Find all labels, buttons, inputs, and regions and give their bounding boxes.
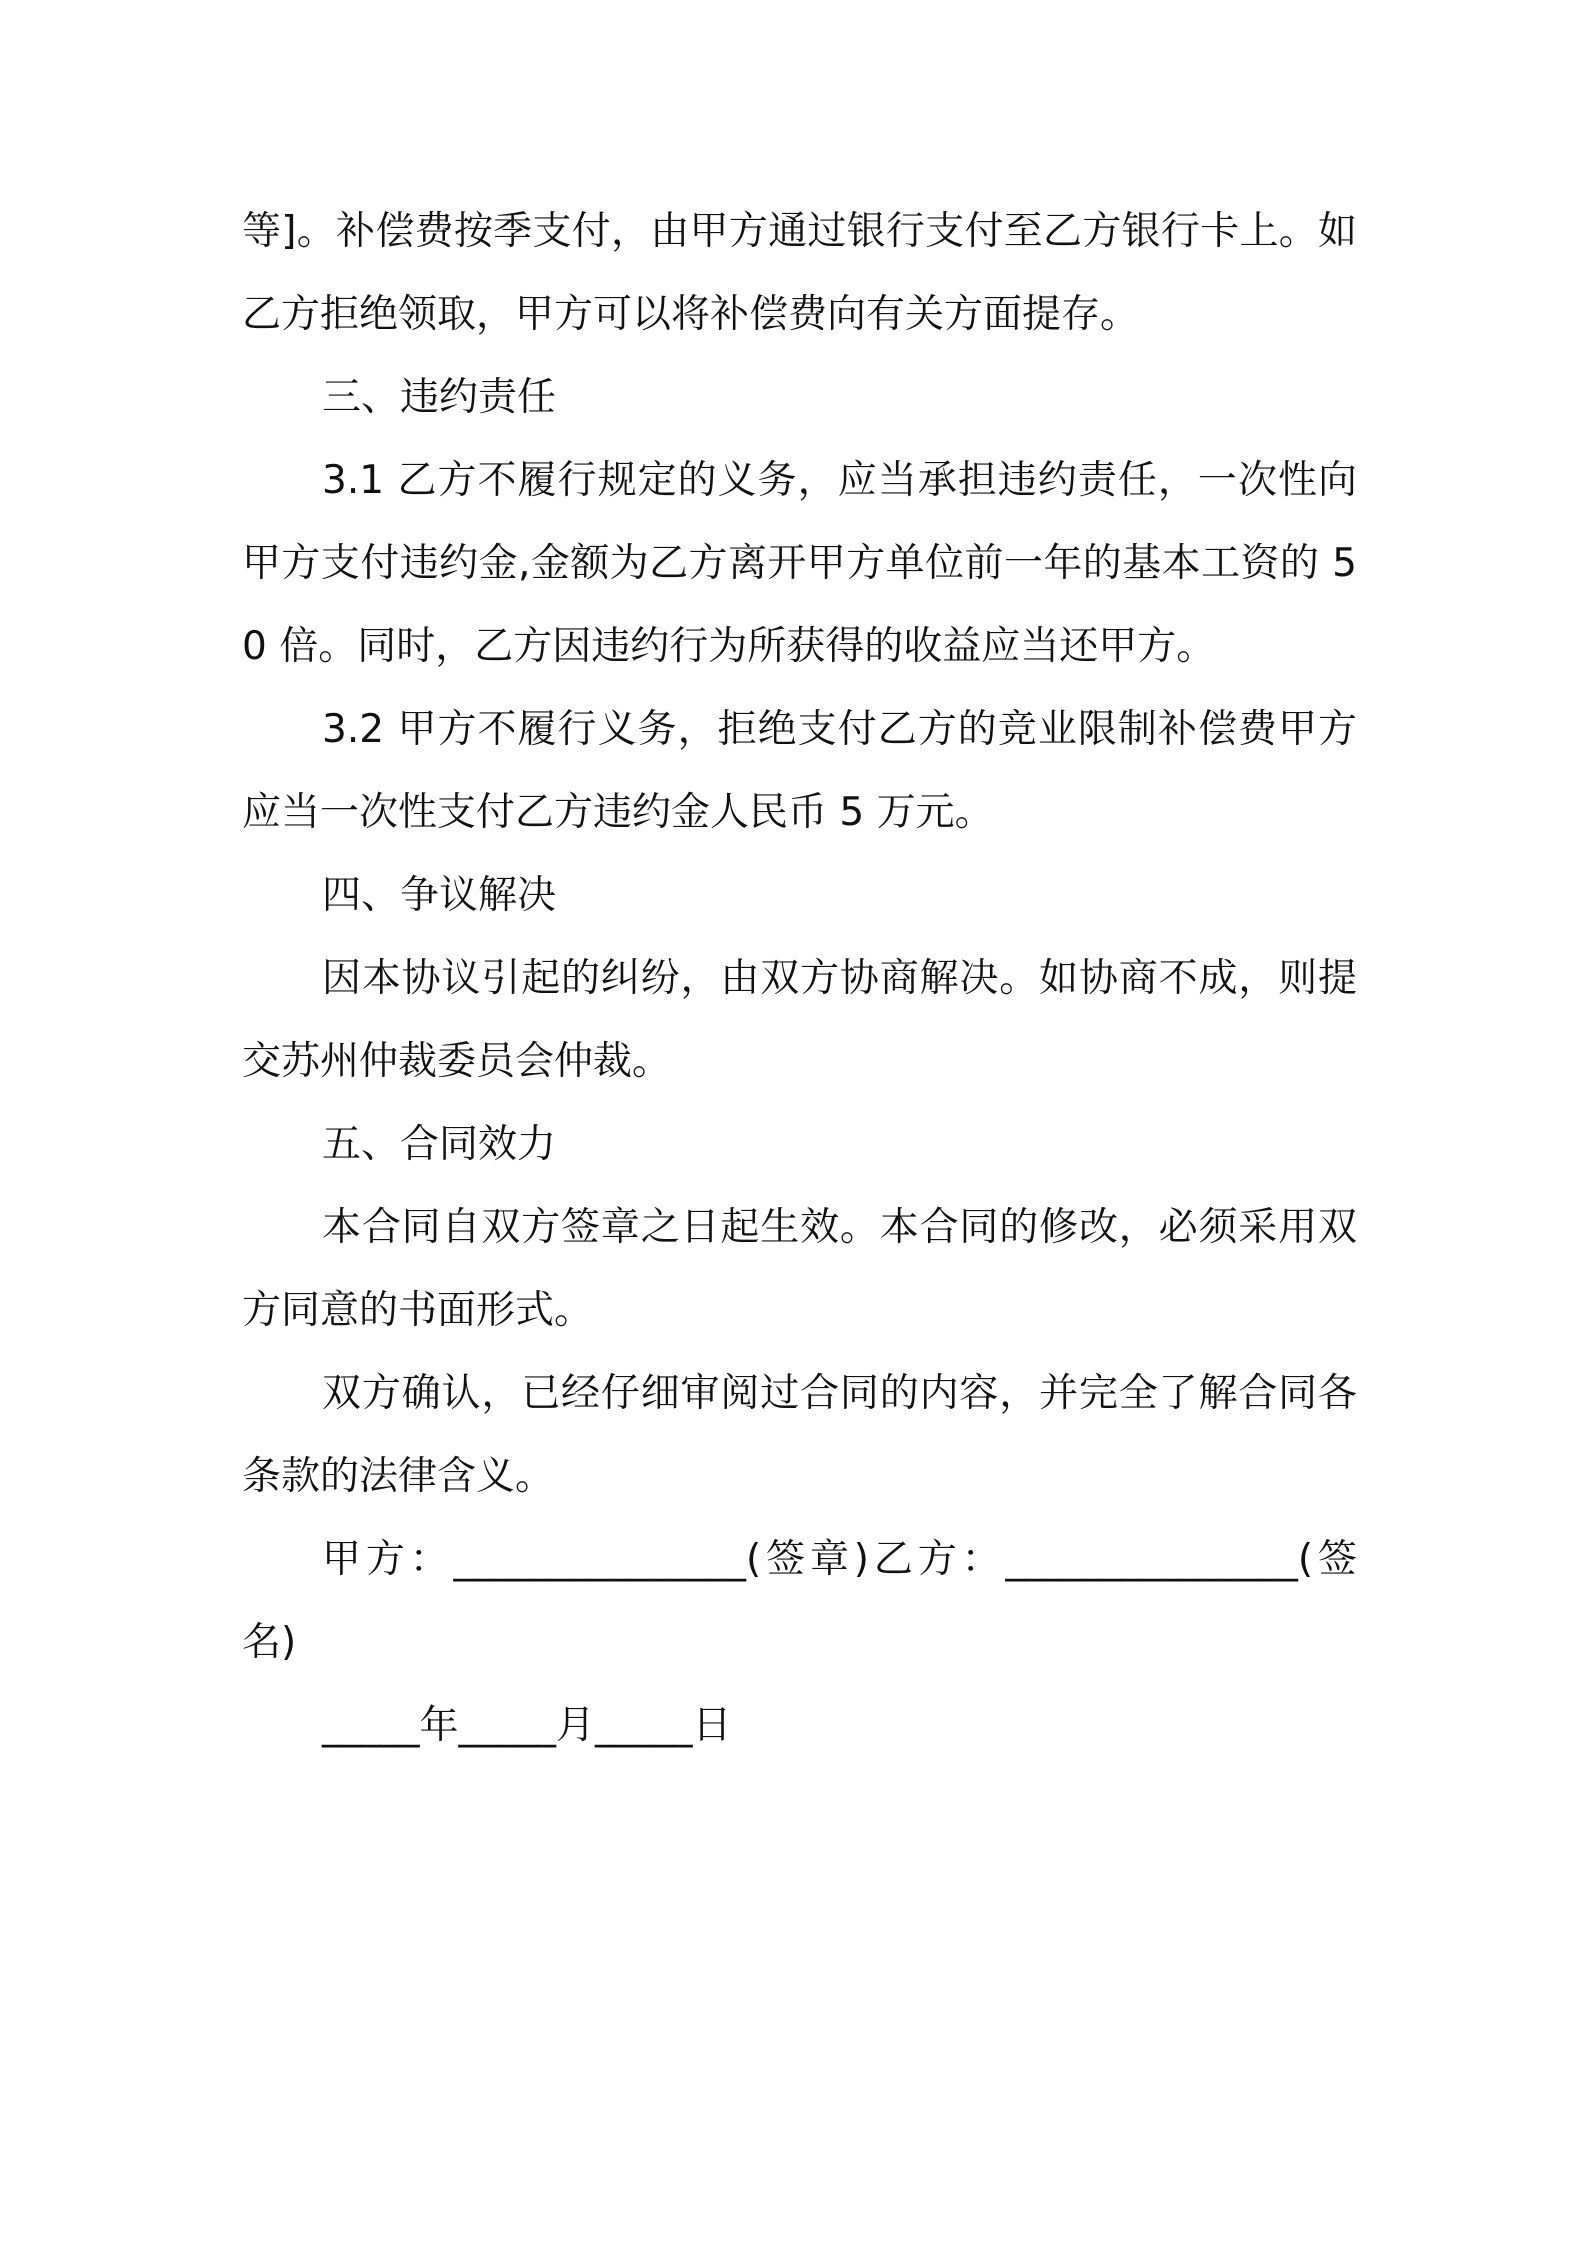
paragraph-dispute-resolution: 因本协议引起的纠纷，由双方协商解决。如协商不成，则提交苏州仲裁委员会仲裁。 <box>242 956 1357 1084</box>
section-heading-contract-effect: 五、合同效力 <box>322 1122 557 1167</box>
date-line: _____年_____月_____日 <box>322 1703 732 1748</box>
paragraph-contract-effect: 本合同自双方签章之日起生效。本合同的修改，必须采用双方同意的书面形式。 <box>242 1205 1357 1333</box>
clause-3-1: 3.1 乙方不履行规定的义务，应当承担违约责任，一次性向甲方支付违约金,金额为乙方离开甲方单位前一年的基本工资的 50 倍。同时，乙方因违约行为所获得的收益应当还甲方。 <box>242 458 1357 669</box>
paragraph-compensation-payment: 等]。补偿费按季支付，由甲方通过银行支付至乙方银行卡上。如乙方拒绝领取，甲方可以将补偿费向有关方面提存。 <box>242 209 1357 337</box>
document-body <box>242 190 1357 1767</box>
clause-3-2: 3.2 甲方不履行义务，拒绝支付乙方的竞业限制补偿费甲方应当一次性支付乙方违约金人民币 5 万元。 <box>242 707 1357 835</box>
signature-line: 甲方：_______________(签章)乙方：_______________(签名) <box>242 1537 1357 1665</box>
paragraph-confirmation: 双方确认，已经仔细审阅过合同的内容，并完全了解合同各条款的法律含义。 <box>242 1371 1357 1499</box>
section-heading-dispute-resolution: 四、争议解决 <box>322 873 557 918</box>
section-heading-breach-liability: 三、违约责任 <box>322 375 557 420</box>
